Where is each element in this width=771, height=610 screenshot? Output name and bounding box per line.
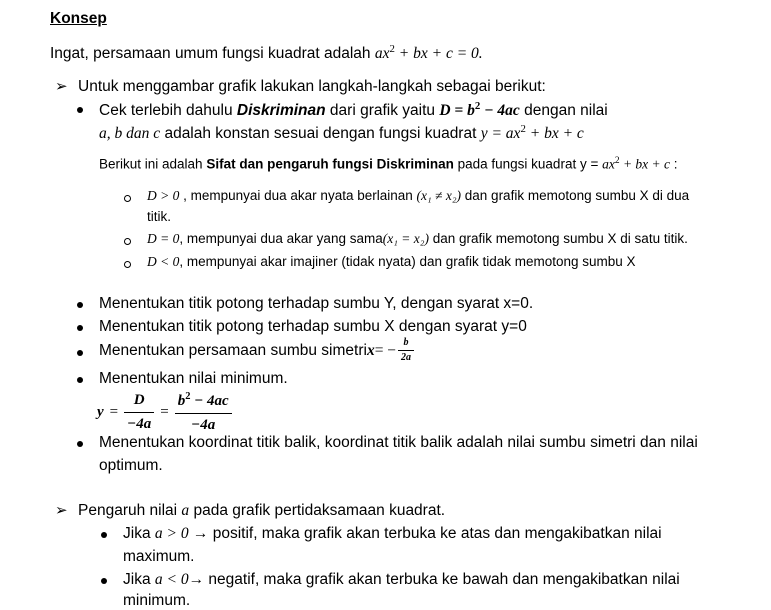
arrow-bullet-icon: ➢ xyxy=(55,77,68,95)
minimum-formula: y = $\frac{D}{-4a}$ = $\frac{b^2 - 4ac}{-4a}$ xyxy=(97,392,232,433)
case-item: D > 0 , mempunyai dua akar nyata berlainan (x₁ ≠ x₂) dan grafik memotong sumbu X di dua xyxy=(147,188,690,203)
circle-bullet-icon xyxy=(124,238,131,245)
diskriminan-line: Cek terlebih dahulu Diskriminan dari grafik yaitu $D = b^2 - 4ac$ dengan nilai xyxy=(99,100,608,120)
intro-line: Ingat, persamaan umum fungsi kuadrat adalah $ax^2$ + bx + c = 0. xyxy=(50,43,483,63)
bullet-icon xyxy=(101,532,107,538)
bullet-icon xyxy=(77,302,83,308)
minimum-fraction-1: $\frac{D}{-4a}$ xyxy=(124,393,154,432)
intro-formula: ax xyxy=(374,45,390,63)
section1-heading: Untuk menggambar grafik lakukan langkah-langkah sebagai berikut: xyxy=(78,78,546,95)
pengaruh-item: Jika a < 0→ negatif, maka grafik akan terbuka ke bawah dan mengakibatkan nilai xyxy=(123,571,680,588)
step-item: Menentukan titik potong terhadap sumbu X dengan syarat y=0 xyxy=(99,318,527,335)
bullet-icon xyxy=(77,377,83,383)
circle-bullet-icon xyxy=(124,261,131,268)
case-item-cont: titik. xyxy=(147,209,172,224)
pengaruh-item-cont: minimum. xyxy=(123,592,191,609)
minimum-fraction-2: $\frac{b^2 - 4ac}{-4a}$ xyxy=(175,392,232,433)
symmetry-line: Menentukan persamaan sumbu simetri x = − $\frac{b}{2a}$ xyxy=(99,338,414,363)
pengaruh-item: Jika a > 0 → positif, maka grafik akan terbuka ke atas dan mengakibatkan nilai xyxy=(123,525,662,542)
step-item: Menentukan titik potong terhadap sumbu Y, dengan syarat x=0. xyxy=(99,295,534,312)
intro-text: Ingat, persamaan umum fungsi kuadrat adalah xyxy=(50,45,375,63)
bullet-icon xyxy=(77,107,83,113)
page-title: Konsep xyxy=(50,10,107,27)
koordinat-line: Menentukan koordinat titik balik, koordinat titik balik adalah nilai sumbu simetri dan nilai xyxy=(99,434,698,451)
case-item: D < 0, mempunyai akar imajiner (tidak nyata) dan grafik tidak memotong sumbu X xyxy=(147,254,636,269)
case-item: D = 0, mempunyai dua akar yang sama(x₁ = x₂) dan grafik memotong sumbu X di satu titik. xyxy=(147,231,688,246)
symmetry-fraction: $\frac{b}{2a}$ xyxy=(398,338,414,363)
diskriminan-formula: D = b xyxy=(439,102,475,120)
symmetry-lhs: x xyxy=(366,341,375,359)
section2-heading: Pengaruh nilai a pada grafik pertidaksamaan kuadrat. xyxy=(78,502,446,519)
koordinat-line2: optimum. xyxy=(99,457,163,474)
bullet-icon xyxy=(77,441,83,447)
pengaruh-item-cont: maximum. xyxy=(123,548,195,565)
arrow-bullet-icon: ➢ xyxy=(55,501,68,519)
sifat-line: Berikut ini adalah Sifat dan pengaruh fungsi Diskriminan pada fungsi kuadrat $y = ax^2$ + bx + c : xyxy=(99,156,678,172)
bullet-icon xyxy=(77,325,83,331)
bullet-icon xyxy=(77,350,83,356)
circle-bullet-icon xyxy=(124,195,131,202)
minimum-text: Menentukan nilai minimum. xyxy=(99,370,288,387)
diskriminan-term: Diskriminan xyxy=(236,102,326,120)
diskriminan-line2: a, b dan c adalah konstan sesuai dengan fungsi kuadrat $y = ax^2$ + bx + c xyxy=(99,123,584,143)
bullet-icon xyxy=(101,578,107,584)
